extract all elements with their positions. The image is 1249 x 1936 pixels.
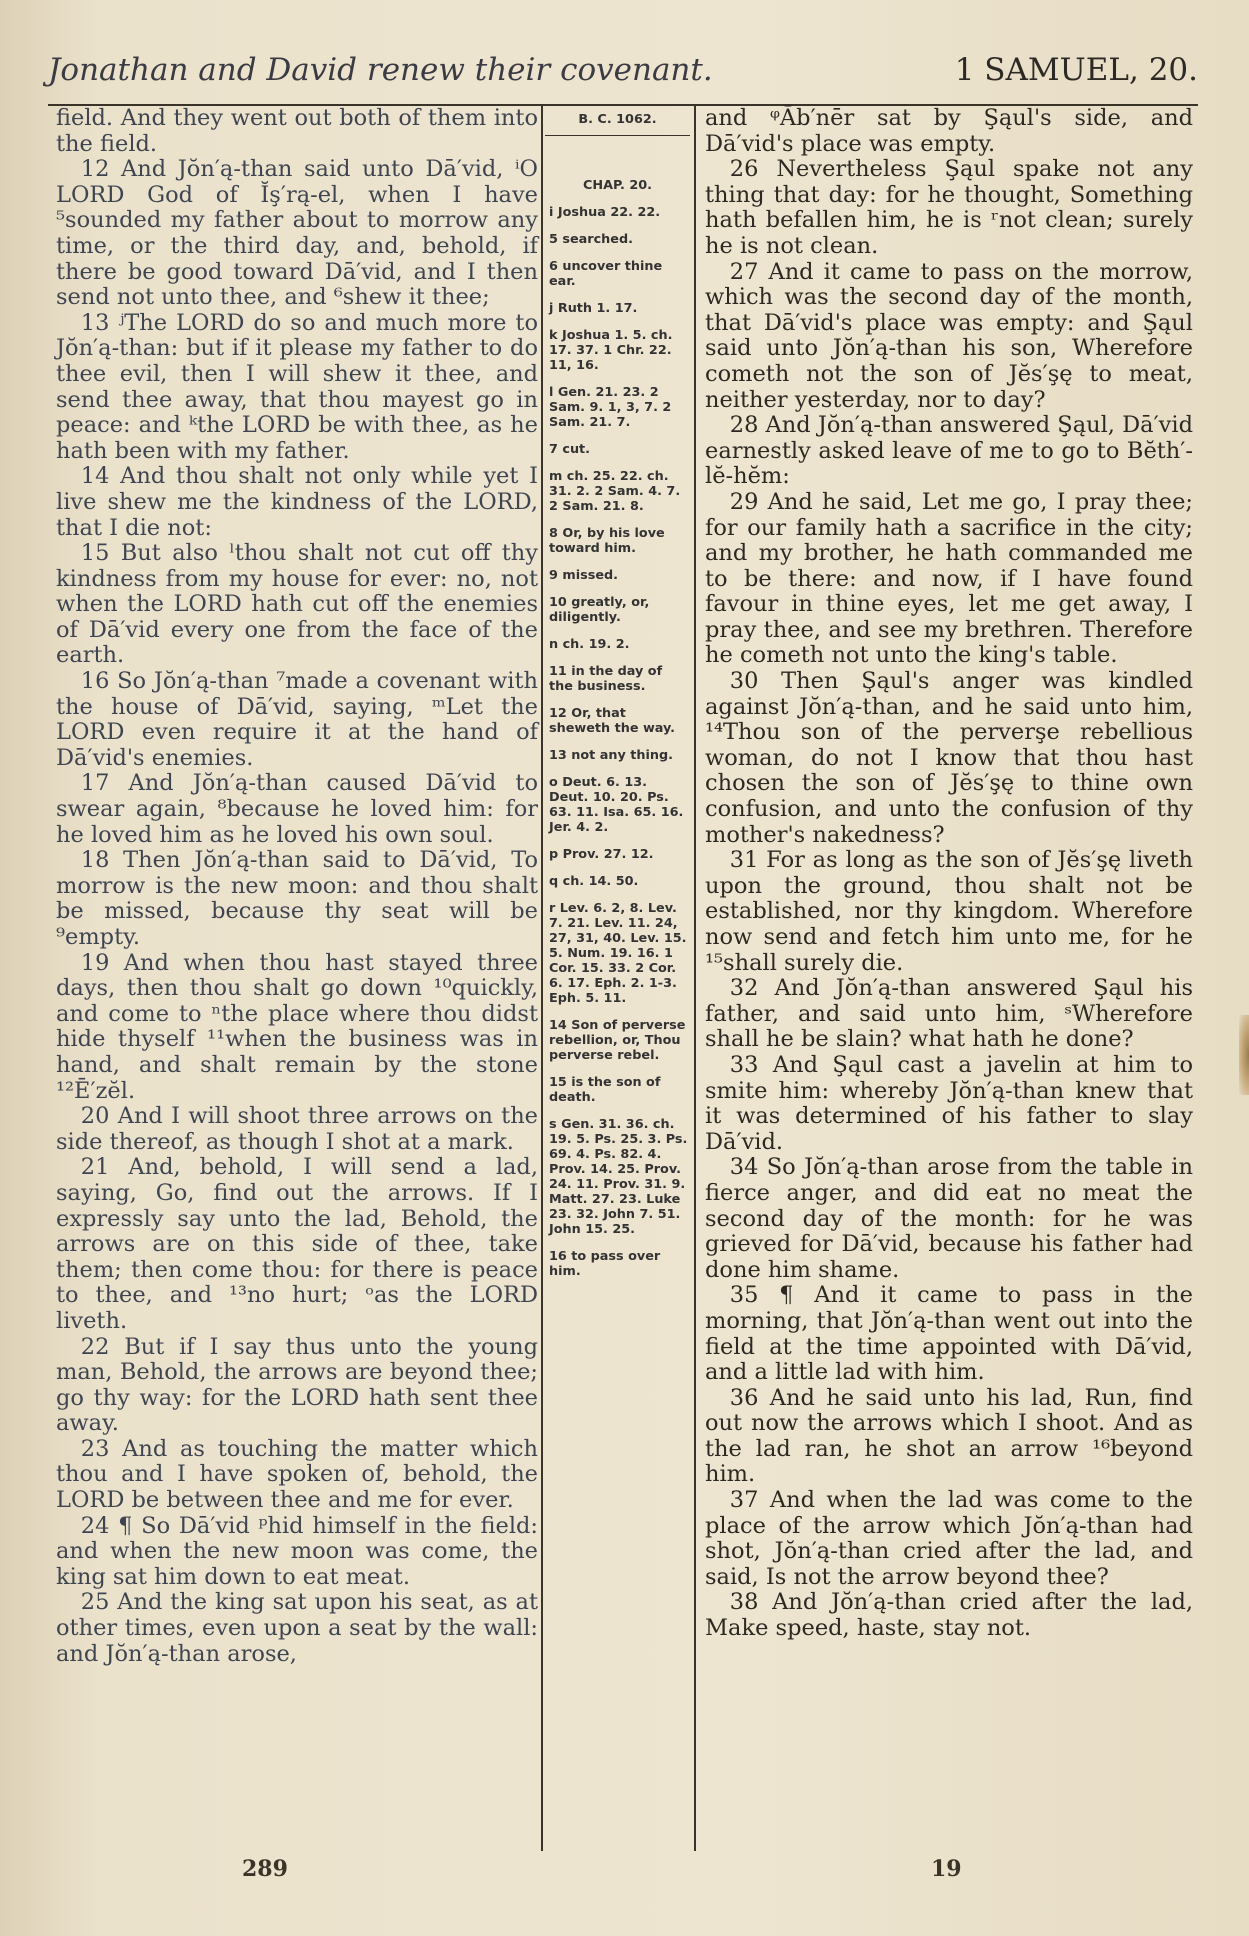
verse-paragraph: 36 And he said unto his lad, Run, find out now the arrows which I shoot. And as the lad ran, he shot an arrow ¹⁶beyond him.: [705, 1384, 1193, 1488]
verse-paragraph: 34 So Jŏn′ą-than arose from the table in fierce anger, and did eat no meat the second day of the month: for he was grieved for Dā′vid, because his father had done him shame.: [705, 1154, 1193, 1283]
cross-reference-note: s Gen. 31. 36. ch. 19. 5. Ps. 25. 3. Ps. 69. 4. Ps. 82. 4. Prov. 14. 25. Prov. 24. 11. Prov. 31. 9. Matt. 27. 23. Luke 23. 32. John 7. 51. John 15. 25.: [549, 1117, 688, 1237]
verse-paragraph: 19 And when thou hast stayed three days, then thou shalt go down ¹⁰quickly, and come to ⁿthe place where thou didst hide thyself ¹¹when the business was in hand, and shalt remain by the stone ¹²Ē′zĕl.: [56, 949, 538, 1104]
verse-paragraph: 20 And I will shoot three arrows on the side thereof, as though I shot at a mark.: [56, 1103, 538, 1155]
cross-reference-note: i Joshua 22. 22.: [549, 205, 661, 220]
cross-reference-note: o Deut. 6. 13. Deut. 10. 20. Ps. 63. 11. Isa. 65. 16. Jer. 4. 2.: [549, 775, 684, 835]
verse-paragraph: 25 And the king sat upon his seat, as at other times, even upon a seat by the wall: and Jŏn′ą-than arose,: [56, 1589, 538, 1667]
verse-paragraph: 30 Then Şąul's anger was kindled against Jŏn′ą-than, and he said unto him, ¹⁴Thou son of the perverşe rebellious woman, do not I know that thou hast chosen the son of Jĕs′şę to thine own confusion, and unto the confusion of thy mother's nakedness?: [705, 668, 1193, 848]
verse-paragraph: 22 But if I say thus unto the young man, Behold, the arrows are beyond thee; go thy way: for the LORD hath sent thee away.: [56, 1333, 538, 1437]
page-header: [48, 52, 1198, 106]
cross-reference-note: 12 Or, that sheweth the way.: [549, 706, 676, 736]
date-note: B. C. 1062.: [545, 106, 690, 136]
book-chapter-title: 1 SAMUEL, 20.: [954, 52, 1198, 88]
verse-paragraph: 35 ¶ And it came to pass in the morning, that Jŏn′ą-than went out into the field at the time appointed with Dā′vid, and a little lad with him.: [705, 1282, 1193, 1386]
verse-paragraph: 23 And as touching the matter which thou and I have spoken of, behold, the LORD be between thee and me for ever.: [56, 1435, 538, 1514]
cross-reference-note: k Joshua 1. 5. ch. 17. 37. 1 Chr. 22. 11, 16.: [549, 328, 673, 373]
cross-reference-note: p Prov. 27. 12.: [549, 847, 654, 862]
cross-reference-note: 13 not any thing.: [549, 748, 674, 763]
verse-paragraph: 38 And Jŏn′ą-than cried after the lad, Make speed, haste, stay not.: [705, 1589, 1193, 1642]
page-number-left: 289: [242, 1856, 288, 1882]
left-text-column: [56, 106, 538, 1667]
cross-reference-note: 11 in the day of the business.: [549, 664, 663, 694]
cross-reference-note: n ch. 19. 2.: [549, 637, 630, 652]
column-divider-left: [541, 106, 543, 1851]
right-text-column: [705, 106, 1193, 1642]
verse-paragraph: 26 Nevertheless Şąul spake not any thing that day: for he thought, Something hath befallen him, he is ʳnot clean; surely he is not clean.: [705, 156, 1193, 259]
cross-reference-note: q ch. 14. 50.: [549, 874, 639, 889]
cross-reference-note: l Gen. 21. 23. 2 Sam. 9. 1, 3, 7. 2 Sam. 21. 7.: [549, 385, 672, 430]
verse-paragraph: 29 And he said, Let me go, I pray thee; for our family hath a sacrifice in the city; and my brother, he hath commanded me to be there: and now, if I have found favour in thine eyes, let me get away, I pray thee, and see my brethren. Therefore he cometh not unto the king's table.: [705, 488, 1193, 669]
column-divider-right: [694, 106, 696, 1851]
verse-paragraph: 31 For as long as the son of Jĕs′şę liveth upon the ground, thou shalt not be established, nor thy kingdom. Wherefore now send and fetch him unto me, for he ¹⁵shall surely die.: [705, 847, 1193, 976]
cross-reference-note: 9 missed.: [549, 568, 619, 583]
cross-reference-note: r Lev. 6. 2, 8. Lev. 7. 21. Lev. 11. 24, 27, 31, 40. Lev. 15. 5. Num. 19. 16. 1 Cor. 15. 33. 2 Cor. 6. 17. Eph. 2. 1-3. Eph. 5. 11.: [549, 901, 687, 1006]
verse-paragraph: 17 And Jŏn′ą-than caused Dā′vid to swear again, ⁸because he loved him: for he loved him as he loved his own soul.: [56, 770, 538, 848]
page-edge-mark: [1239, 1015, 1249, 1095]
reference-notes: [545, 205, 690, 1279]
verse-paragraph: 18 Then Jŏn′ą-than said to Dā′vid, To morrow is the new moon: and thou shalt be missed, because thy seat will be ⁹empty.: [56, 847, 538, 950]
cross-reference-note: 16 to pass over him.: [549, 1249, 661, 1279]
cross-reference-note: 5 searched.: [549, 232, 633, 247]
verse-paragraph: 21 And, behold, I will send a lad, saying, Go, find out the arrows. If I expressly say unto the lad, Behold, the arrows are on this side of thee, take them; then come thou: for there is peace to thee, and ¹³no hurt; ᵒas the LORD liveth.: [56, 1154, 538, 1334]
cross-reference-note: 6 uncover thine ear.: [549, 259, 663, 289]
verse-paragraph: 32 And Jŏn′ą-than answered Şąul his father, and said unto him, ˢWherefore shall he be slain? what hath he done?: [705, 975, 1193, 1053]
verse-paragraph: 27 And it came to pass on the morrow, which was the second day of the month, that Dā′vid's place was empty: and Şąul said unto Jŏn′ą-than his son, Wherefore cometh not the son of Jĕs′şę to meat, neither yesterday, nor to day?: [705, 258, 1193, 413]
chapter-note: CHAP. 20.: [582, 178, 653, 193]
verse-paragraph: 28 And Jŏn′ą-than answered Şąul, Dā′vid earnestly asked leave of me to go to Bĕth′-lĕ-hĕm:: [705, 412, 1193, 490]
verse-paragraph: field. And they went out both of them into the field.: [56, 105, 538, 157]
page-number-right: 19: [931, 1856, 962, 1882]
verse-paragraph: 33 And Şąul cast a javelin at him to smite him: whereby Jŏn′ą-than knew that it was determined of his father to slay Dā′vid.: [705, 1051, 1193, 1155]
verse-paragraph: 12 And Jŏn′ą-than said unto Dā′vid, ⁱO LORD God of Ĭş′rą-el, when I have ⁵sounded my father about to morrow any time, or the third day, and, behold, if there be good toward Dā′vid, and I then send not unto thee, and ⁶shew it thee;: [56, 156, 538, 311]
cross-reference-note: m ch. 25. 22. ch. 31. 2. 2 Sam. 4. 7. 2 Sam. 21. 8.: [549, 469, 681, 514]
verse-paragraph: 14 And thou shalt not only while yet I live shew me the kindness of the LORD, that I die not:: [56, 463, 538, 541]
verse-paragraph: 37 And when the lad was come to the place of the arrow which Jŏn′ą-than had shot, Jŏn′ą-than cried after the lad, and said, Is not the arrow beyond thee?: [705, 1487, 1193, 1590]
verse-paragraph: 24 ¶ So Dā′vid ᵖhid himself in the field: and when the new moon was come, the king sat him down to eat meat.: [56, 1512, 538, 1590]
verse-paragraph: 15 But also ˡthou shalt not cut off thy kindness from my house for ever: no, not when the LORD hath cut off the enemies of Dā′vid every one from the face of the earth.: [56, 540, 538, 669]
verse-paragraph: 16 So Jŏn′ą-than ⁷made a covenant with the house of Dā′vid, saying, ᵐLet the LORD even require it at the hand of Dā′vid's enemies.: [56, 668, 538, 771]
cross-reference-note: 7 cut.: [549, 442, 591, 457]
cross-reference-note: j Ruth 1. 17.: [549, 301, 638, 316]
cross-reference-note: 8 Or, by his love toward him.: [549, 526, 665, 556]
verse-paragraph: 13 ʲThe LORD do so and much more to Jŏn′ą-than: but if it please my father to do thee evil, then I will shew it thee, and send thee away, that thou mayest go in peace: and ᵏthe LORD be with thee, as he hath been with my father.: [56, 309, 538, 464]
margin-references-column: [545, 106, 690, 1279]
cross-reference-note: 15 is the son of death.: [549, 1075, 661, 1105]
running-title: Jonathan and David renew their covenant.: [48, 52, 713, 88]
cross-reference-note: 10 greatly, or, diligently.: [549, 595, 650, 625]
verse-paragraph: and ᵠĀb′nēr sat by Şąul's side, and Dā′vid's place was empty.: [705, 105, 1193, 157]
cross-reference-note: 14 Son of perverse rebellion, or, Thou perverse rebel.: [549, 1018, 686, 1063]
